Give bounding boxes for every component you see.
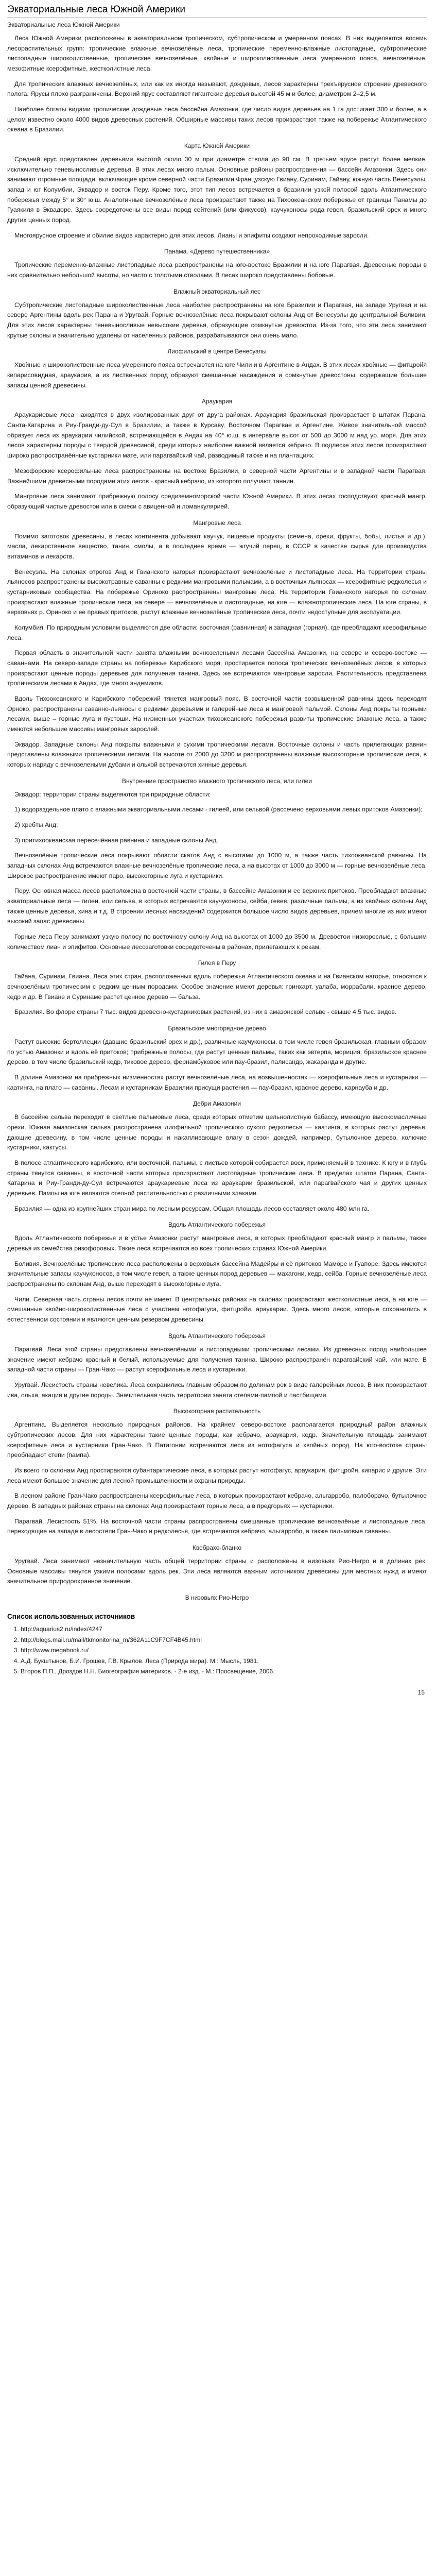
section-heading: Дебри Амазонии	[193, 1100, 241, 1108]
body-paragraph: Уругвай. Леса занимают незначительную часть общей территории страны и расположены в низовьях Рио-Негро и в долинах рек. Основные массивы тянутся узкими полосами вдоль рек. Эти леса являются важным источником древесины для местных нужд и имеют значительное природоохранное значение.	[7, 1557, 427, 1585]
document-section	[7, 1544, 427, 1587]
document-section	[7, 1221, 427, 1325]
document-section	[7, 348, 427, 391]
body-paragraph: Мезофорские ксерофильные леса распространены на востоке Бразилии, в северной части Аргентины и в западной части Парагвая. Важнейшими древесными породами этих лесов - красный кебрачо, из которого получают таннин.	[7, 467, 427, 485]
document-section	[7, 1594, 427, 1601]
body-paragraph: 3) притихоокеанская пересечённая равнина и западные склоны Анд.	[14, 836, 218, 844]
body-paragraph: 2) хребты Анд;	[14, 821, 58, 828]
body-paragraph: Помимо заготовок древесины, в лесах континента добывают каучук, пищевые продукты (семена, орехи, фрукты, бобы, листья и др.), масла, лекарственное вещество, танин, смолы, а в последнее время — жгучий перец, в СССР в качестве сырья для производства витаминов и лекарств.	[7, 532, 427, 560]
document-section	[7, 21, 427, 135]
document-section	[7, 777, 427, 953]
section-heading: Влажный экваториальный лес	[173, 287, 261, 295]
body-paragraph: Араукариевые леса находятся в двух изолированных друг от друга районах. Араукария бразильская произрастает в штатах Парана, Санта-Катарина и Риу-Гранди-ду-Сул в Бразилии, а также в Курсаву, Восточном Парагвае и Аргентине. Живое значительной массой образует леса из араукарии чилийской, встречающейся в Андах на 40° ю.ш. в интервале высот от 500 до 3000 м над ур. моря. Для этих лесов характерны породы с твердой древесиной, среди которых наиболее важной является кебрачо. В подлеске этих лесов произрастают широко распространённые кустарники мате, или парагвайский чай, разводимый также и на плантациях.	[7, 411, 427, 460]
document-section	[7, 1408, 427, 1537]
section-heading: Мангровые леса	[193, 519, 241, 527]
body-paragraph: Вдоль Тихоокеанского и Карибского побережий тянется мангровый пояс. В восточной части возвышенной равнины здесь переходят Орноко, распространены саванно-льяносы с редкими деревьями и галерейные леса и мангровой пальмой. Склоны Анд покрыты горными лесами, выше ‒ горные луга и пустоши. На низменных участках тихоокеанского побережья развиты тропические влажные леса, а также имеются небольшие массивы мангровых зарослей.	[7, 694, 427, 733]
body-paragraph: Многоярусное строение и обилие видов характерно для этих лесов. Лианы и эпифиты создают непроходимые заросли.	[14, 231, 369, 239]
body-paragraph: Парагвай. Лесистость 51%. На восточной части страны распространены смешанные тропические вечнозелёные и листопадные леса, переходящие на западе в лесостепи Гран-Чако и редколесья, где встречаются кебрачо, альгарробо, а также пальмовые саванны.	[7, 1517, 427, 1535]
body-paragraph: Парагвай. Леса этой страны представлены вечнозелёными и листопадными тропическими лесами. Из древесных пород наибольшее значение имеют кебрачо красный и белый, используемые для получения танина. Широко распространён парагвайский чай, или мате. В западной части страны — Гран-Чако — растут ксерофильные леса и кустарники.	[7, 1345, 427, 1374]
body-paragraph: Бразилия. Во флоре страны 7 тыс. видов древесно-кустарниковых растений, из них в амазонской сельве - свыше 4,5 тыс. видов.	[14, 1008, 397, 1016]
section-heading: Бразильское многорядное дерево	[168, 1025, 266, 1032]
document-section	[7, 1332, 427, 1400]
body-paragraph: Горные леса Перу занимают узкую полосу по восточному склону Анд на высотах от 1000 до 3500 м. Древостои низкорослые, с большим количеством лиан и эпифитов. Основные лесозаготовки сосредоточены в районах, прилегающих к рекам.	[7, 933, 427, 951]
body-paragraph: Гайана, Суринам, Гвиана. Леса этих стран, расположенных вдоль побережья Атлантического океана и на Гвианском нагорье, относятся к вечнозелёным тропическим с редким ценным породами. Особое значение имеют деревья: гринхарт, уалаба, моррабали, красное дерево, кедр и др. В Гвиане и Суринаме растет ценное дерево — бальза.	[7, 973, 427, 1001]
sources-list	[7, 1624, 427, 1676]
section-heading: Экваториальные леса Южной Америки	[7, 21, 120, 28]
document-section	[7, 288, 427, 341]
body-paragraph: В лесном районе Гран-Чако распространены ксерофильные леса, в которых произрастают кебрачо, альгарробо, палоборачо, бутылочное дерево. В западных районах страны на склонах Анд произрастают горные леса, а в предгорьях — кустарники.	[7, 1492, 427, 1510]
section-heading: Араукария	[201, 398, 233, 405]
document-body	[7, 21, 427, 1601]
section-heading: Панама. «Дерево путешественника»	[164, 248, 270, 256]
page-title: Экваториальные леса Южной Америки	[7, 4, 427, 18]
section-heading: Высокогорная растительность	[173, 1408, 261, 1415]
document-section	[7, 142, 427, 241]
sources-heading: Список использованных источников	[7, 1612, 135, 1620]
body-paragraph: Средний ярус представлен деревьями высотой около 30 м при диаметре ствола до 90 см. В третьем ярусе растут более мелкие, исключительно теневыносливые деревья. В этих лесах много пальм. Основные районы распространения — бассейн Амазонки. Здесь они занимают огромные площади, включающие кроме северной части Бразилии Французскую Гвиану, Суринам, Гайану, южную часть Венесуэлы, запад и юг Колумбии, Эквадор и восток Перу. Кроме того, этот тип лесов встречается в бразилии узкой полосой вдоль Атлантического побережья между 5° и 30° ю.ш. Аналогичные вечнозелёные леса произрастают также на Тихоокеанском побережье от границы Панамы до Гуаякиля в Эквадоре. Здесь сосредоточены все виды пород сейтений (или фикусов), каучуконосы рода гевея, бразильский орех и много других ценных пород.	[7, 156, 427, 224]
section-heading: Лиофильский в центре Венесуэлы	[167, 348, 267, 355]
section-heading: Квебрахо-бланко	[192, 1544, 242, 1551]
section-heading: В низовьях Рио-Негро	[185, 1594, 249, 1601]
body-paragraph: Венесуэла. На склонах отрогов Анд и Гвианского нагорья произрастают вечнозелёные и листопадные леса. На территории страны льяносов распространены высокотравные саванны с редкими мангровыми пальмами, а в восточных льяносах — ксерофитные редколесья и кустарниковые сообщества. На побережье Ориноко распространены мангровые леса. На территории Гвианского нагорья по склонам произрастают влажные тропические леса, на севере — вечнозелёные и листопадные, на юге — влажнотропические леса. На юге страны, в верховьях р. Ориноко и ее правых притоков, растут влажные вечнозелёные тропические леса, почти недоступные для эксплуатации.	[7, 568, 427, 616]
body-paragraph: Аргентина. Выделяется несколько природных районов. На крайнем северо-востоке располагается природный район влажных субтропических лесов. Для них характерны такие ценные породы, как кебрачо, араукария, кедр. Значительную площадь занимают ксерофитные леса и кустарники Гран-Чако. В Патагонии встречаются леса из нотофагуса и хвойных пород. На юго-востоке страны преобладают степи (пампа).	[7, 1421, 427, 1459]
source-item: 4. А.Д. Букштынов, Б.И. Грошев, Г.В. Крылов. Леса (Природа мира). М.: Мысль, 1981.	[21, 1656, 427, 1666]
source-item: 3. http://www.megabook.ru/	[21, 1646, 427, 1655]
body-paragraph: Растут высокие бертоллеции (давшие бразильский орех и др.), различные каучуконосы, в том числе гевея бразильская, главным образом по устью Амазонки и вдоль её притоков; прибрежные полосы, где растут ценные пальмы, таких как эвтерпа, мориция, бразильское красное дерево, в том числе бразильский кедр, тиковое дерево, фернамбуковое или пау-бразил, палисандр, жакаранда и другие.	[7, 1038, 427, 1066]
body-paragraph: Вечнозелёные тропические леса покрывают области скатов Анд с высотами до 1000 м, а также часть тихоокеанской равнины. На западных склонах Анд встречаются влажные вечнозелёные тропические леса, а на высотах от 1000 до 3000 м — горные вечнозелёные леса. Широкое распространение имеют паро, высокогорные луга и кустарники.	[7, 852, 427, 879]
body-paragraph: 1) водораздельное плато с влажными экваториальными лесами - гилеей, или сельвой (рассечено верховьями левых притоков Амазонки);	[14, 806, 423, 814]
source-item: 1. http://aquarius2.ru/index/4247	[21, 1624, 427, 1634]
document-section	[7, 1025, 427, 1093]
body-paragraph: Эквадор: территории страны выделяются три природные области:	[14, 790, 211, 798]
body-paragraph: Вдоль Атлантического побережья и в устье Амазонки растут мангровые леса, в которых преобладают красный мангр и пальмы, также деревья из семейства ризофоровых. Такие леса встречаются во всех тропических странах Южной Америки.	[7, 1234, 427, 1252]
source-item: 5. Второв П.П., Дроздов Н.Н. Биогеография материков. - 2-е изд. - М.: Просвещение, 2006.	[21, 1667, 427, 1676]
body-paragraph: В бассейне сельва переходит в светлые пальмовые леса, среди которых отметим цельнолистную бабассу, имеющую высокомасличные орехи. Южная амазонская сельва распространена лиофильной тропического сухого редколесья — каатинга, в которых растут деревья, дающие древесину, в том числе ценные породы и накапливающие влагу в сезон дождей, например, бутылочное дерево, колючие кустарники, кактусы.	[7, 1113, 427, 1151]
body-paragraph: Леса Южной Америки расположены в экваториальном тропическом, субтропическом и умеренном поясах. В них выделяются восемь лесорастительных групп: тропические влажные вечнозелёные леса, тропические переменно-влажные листопадные, субтропические листопадные широколиственные, тропические вечнозелёные, хвойные и широколиственные леса умеренного пояса, вечнозелёные, мезофитные ксерофитные, жестколистные леса.	[7, 35, 427, 73]
section-heading: Вдоль Атлантического побережья	[168, 1221, 266, 1229]
document-section	[7, 959, 427, 1018]
body-paragraph: Бразилия — одна из крупнейших стран мира по лесным ресурсам. Общая площадь лесов составляет около 480 млн га.	[14, 1205, 370, 1212]
body-paragraph: Уругвай. Лесистость страны невелика. Леса сохранились главным образом по долинам рек в виде галерейных лесов. В них произрастают ива, ольха, акация и другие породы. Значительная часть территории занята степями-пампой и пастбищами.	[7, 1381, 427, 1399]
body-paragraph: Тропические переменно-влажные листопадные леса распространены на юго-востоке Бразилии и на юге Парагвая. Древесные породы в них сравнительно небольшой высоты, но часто с толстыми стволами. В лесах широко представлены бобовые.	[7, 261, 427, 279]
document-section	[7, 1100, 427, 1214]
body-paragraph: В долине Амазонки на прибрежных низменностях растут вечнозелёные леса, на возвышенностях — ксерофильные леса и кустарники — каатинга, на плато — саванны. Лесам и кустарникам Бразилии присущи растения — пау-бразил, красное дерево, карнауба и др.	[7, 1074, 427, 1091]
section-heading: Гилея в Перу	[198, 959, 236, 967]
body-paragraph: В полосе атлантического карибского, или восточной, пальмы, с листьев которой собирается воск, применяемый в технике. К югу и в глубь страны тянутся саванны, в восточной части которых произрастают листопадные тропические леса. В пределах штатов Парана, Санта-Катарина и Риу-Гранди-ду-Сул встречаются араукариевые леса из араукарии бразильской, или парагвайского чая и других ценных деревьев. Пампы на юге являются степной растительностью с различными злаками.	[7, 1159, 427, 1197]
section-heading: Вдоль Атлантического побережья	[168, 1332, 266, 1340]
body-paragraph: Субтропические листопадные широколиственные леса наиболее распространены на юге Бразилии и Парагвая, на западе Уругвая и на севере Аргентины вдоль рек Парана и Уругвай. Горные вечнозелёные леса покрывают склоны Анд от Венесуэлы до центральной Боливии. Для этих лесов характерны теневыносливые невысокие деревья, образующие сомкнутые древостои. Из-за того, что эти леса занимают крутые склоны и значительно удалены от населенных районов, разрабатываются они очень мало.	[7, 301, 427, 339]
document-section	[7, 248, 427, 280]
section-heading: Внутренние пространство влажного тропического леса, или гилеи	[121, 777, 312, 785]
body-paragraph: Для тропических влажных вечнозелёных, или как их иногда называют, дождевых, лесов характерны трехъярусное строение древесного полога. Ярусы плохо разграничены. Верхний ярус составляют гигантские деревья высотой 45 м и более, диаметром 2–2,5 м.	[7, 80, 427, 98]
body-paragraph: Первая область в значительной части занята влажными вечнозелеными лесами бассейна Амазонки, на севере и северо-востоке — саваннами. На северо-западе страны на побережье Карибского моря, простирается полоса тропических вечнозелёных лесов, в которых произрастают ценные породы деревьев для получения танина. Здесь же встречаются мангровые заросли. Растительность представлена тропическими лесами в Андах, где много эндемиков.	[7, 649, 427, 687]
page-number: 15	[417, 1688, 425, 1696]
body-paragraph: Хвойные и широколиственные леса умеренного пояса встречаются на юге Чили и в Аргентине в Андах. В этих лесах хвойные — фитцройя кипарисовидная, араукария, а из лиственных пород образуют смешанные насаждения и сомкнутые древостоны, содержащие большие запасы ценной древесины.	[7, 361, 427, 389]
body-paragraph: Колумбия. По природным условиям выделяются две области: восточная (равнинная) и западная (горная), где преобладают ксерофильные леса.	[7, 623, 427, 641]
document-section	[7, 398, 427, 512]
section-heading: Карта Южной Америки	[184, 142, 250, 150]
body-paragraph: Наиболее богаты видами тропические дождевые леса бассейна Амазонки, где число видов деревьев на 1 га достигает 300 и более, а в целом известно около 4000 видов древесных растений. Обширные массивы таких лесов произрастают также на побережье Атлантического океана в Бразилии.	[7, 106, 427, 133]
body-paragraph: Боливия. Вечнозелёные тропические леса расположены в верховьях бассейна Мадейры и её притоков Маморе и Гуапоре. Здесь имеются значительные запасы каучуконосов, в том числе гевея, а также ценных пород деревьев — махагони, кедр, сейба. Горные вечнозелёные леса распространены по склонам Анд, выше переходят в высокогорные луга.	[7, 1260, 427, 1288]
body-paragraph: Эквадор. Западные склоны Анд покрыты влажными и сухими тропическими лесами. Восточные склоны и часть прилегающих равнин представлены влажными тропическими лесами. На высоте от 2000 до 3200 м распространены влажные высокогорные тропические леса, в которых наряду с вечнозелеными дубами и ольхой встречаются хинные деревья.	[7, 740, 427, 768]
body-paragraph: Чили. Северная часть страны лесов почти не имеет. В центральных районах на склонах произрастают жестколистные леса, а на юге — смешанные хвойно-широколиственные леса с участием нотофагуса, фитцройи, араукарии. Здесь много лесов, которые сохранились в естественном состоянии и являются ценным резервом древесины.	[7, 1295, 427, 1324]
document-section	[7, 519, 427, 770]
body-paragraph: Из всего по склонам Анд простираются субантарктические леса, в которых растут нотофагус, араукария, фитцройя, кипарис и другие. Эти леса имеют большое значение для лесной промышленности и охраны природы.	[7, 1466, 427, 1484]
body-paragraph: Мангровые леса занимают прибрежную полосу средиземноморской части Южной Америки. В этих лесах господствуют красный мангр, образующий чистые древостои или в смеси с авиценной и ломанкулярией.	[7, 493, 427, 510]
body-paragraph: Перу. Основная масса лесов расположена в восточной части страны, в бассейне Амазонки и ее верхних притоков. Преобладают влажные экваториальные леса — гилеи, или сельва, в которых встречаются каучуконосы, сейба, гевея, различные пальмы, а из хвойных склоны Анд также ценные деревья, хина и т.д. В строении лесных насаждений содержится большое число видов деревьев, причем многие из них имеют высокий запас древесины.	[7, 887, 427, 925]
source-item: 2. http://blogs.mail.ru/mail/tkmonitorina_m/362A11C9F7CF4B45.html	[21, 1635, 427, 1645]
